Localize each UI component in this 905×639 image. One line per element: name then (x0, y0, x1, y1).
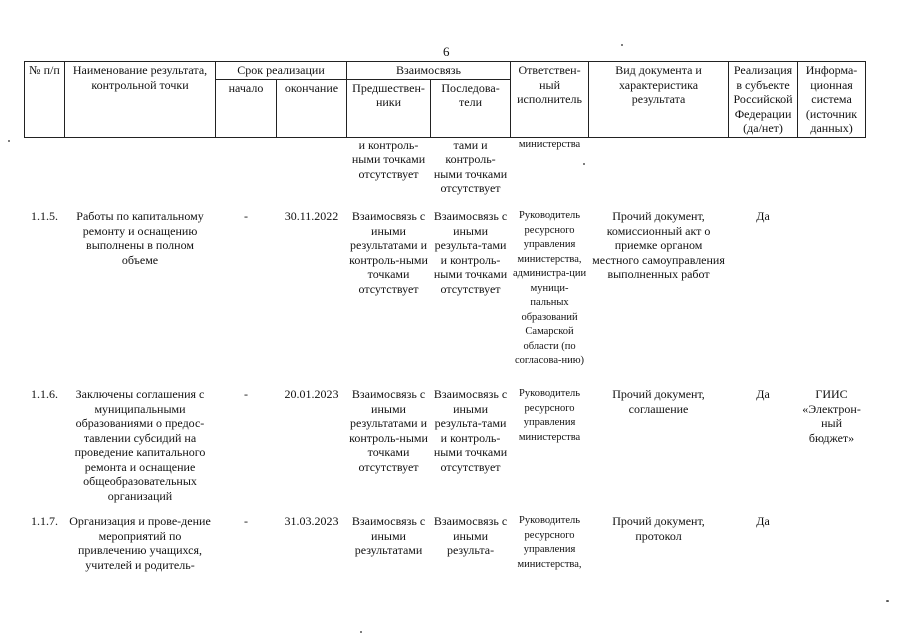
table-row (25, 209, 866, 387)
row-end: 31.03.2023 (284, 514, 339, 528)
page-number: 6 (443, 44, 450, 59)
row-successors: Взаимосвязь с иными результа- (433, 514, 508, 557)
row-start: - (244, 209, 248, 223)
row-doc-type: Прочий документ, соглашение (612, 387, 705, 416)
row-successors: Взаимосвязь с иными результа-тами и контроль-ными точками отсутствует (433, 387, 508, 474)
row-doc-type: Прочий документ, протокол (612, 514, 705, 543)
row-doc-type: Прочий документ, комиссионный акт о приемке органом местного самоуправления выполненных работ (592, 209, 725, 281)
row-predecessors: Взаимосвязь с иными результатами (351, 514, 426, 557)
continued-predecessors: и контроль-ными точками отсутствует (351, 137, 426, 181)
continued-successors: тами и контроль-ными точками отсутствует (433, 137, 508, 195)
row-end: 20.01.2023 (284, 387, 339, 401)
row-predecessors: Взаимосвязь с иными результатами и контроль-ными точками отсутствует (349, 387, 428, 474)
header-info-system: Информа-ционная система (источник данных) (798, 62, 866, 138)
header-predecessors: Предшествен-ники (347, 79, 431, 137)
row-name: Работы по капитальному ремонту и оснащению выполнены в полном объеме (76, 209, 204, 267)
row-predecessors: Взаимосвязь с иными результатами и контроль-ными точками отсутствует (349, 209, 428, 296)
row-region: Да (756, 209, 770, 223)
row-successors: Взаимосвязь с иными результа-тами и контроль-ными точками отсутствует (433, 209, 508, 296)
row-start: - (244, 387, 248, 401)
header-region: Реализация в субъекте Российской Федерации (да/нет) (729, 62, 798, 138)
plan-table (24, 61, 866, 574)
header-term: Срок реализации (216, 62, 347, 80)
header-doc-type: Вид документа и характеристика результата (589, 62, 729, 138)
row-end: 30.11.2022 (284, 209, 339, 223)
table-row (25, 514, 866, 574)
row-num: 1.1.7. (31, 514, 58, 528)
header-relation: Взаимосвязь (347, 62, 511, 80)
scan-speck (583, 163, 585, 165)
row-responsible: Руководитель ресурсного управления министерства (518, 388, 581, 443)
row-responsible: Руководитель ресурсного управления министерства, администра-ции муници-пальных образований Самарской области (по согласова-нию) (512, 210, 587, 366)
row-region: Да (756, 514, 770, 528)
row-num: 1.1.5. (31, 209, 58, 223)
table-row (25, 387, 866, 514)
row-region: Да (756, 387, 770, 401)
continued-responsible: министерства (518, 138, 581, 150)
header-responsible: Ответствен-ный исполнитель (511, 62, 589, 138)
scan-speck (360, 631, 362, 633)
row-start: - (244, 514, 248, 528)
continued-row (25, 137, 866, 209)
row-responsible: Руководитель ресурсного управления министерства, (517, 515, 582, 570)
header-name: Наименование результата, контрольной точки (65, 62, 216, 138)
scan-speck (8, 140, 10, 142)
header-start: начало (216, 79, 277, 137)
scan-speck (621, 44, 623, 46)
row-name: Заключены соглашения с муниципальными образованиями о предос-тавлении субсидий на проведение капитального ремонта и оснащение общеобразовательных организаций (74, 387, 206, 503)
row-info-system: ГИИС «Электрон-ный бюджет» (802, 387, 861, 445)
scan-speck (886, 600, 889, 602)
header-end: окончание (277, 79, 347, 137)
row-name: Организация и прове-дение мероприятий по привлечению учащихся, учителей и родитель- (69, 514, 211, 572)
row-num: 1.1.6. (31, 387, 58, 401)
row-info-system (798, 209, 866, 387)
row-info-system (798, 514, 866, 574)
header-num: № п/п (25, 62, 65, 138)
header-successors: Последова-тели (431, 79, 511, 137)
